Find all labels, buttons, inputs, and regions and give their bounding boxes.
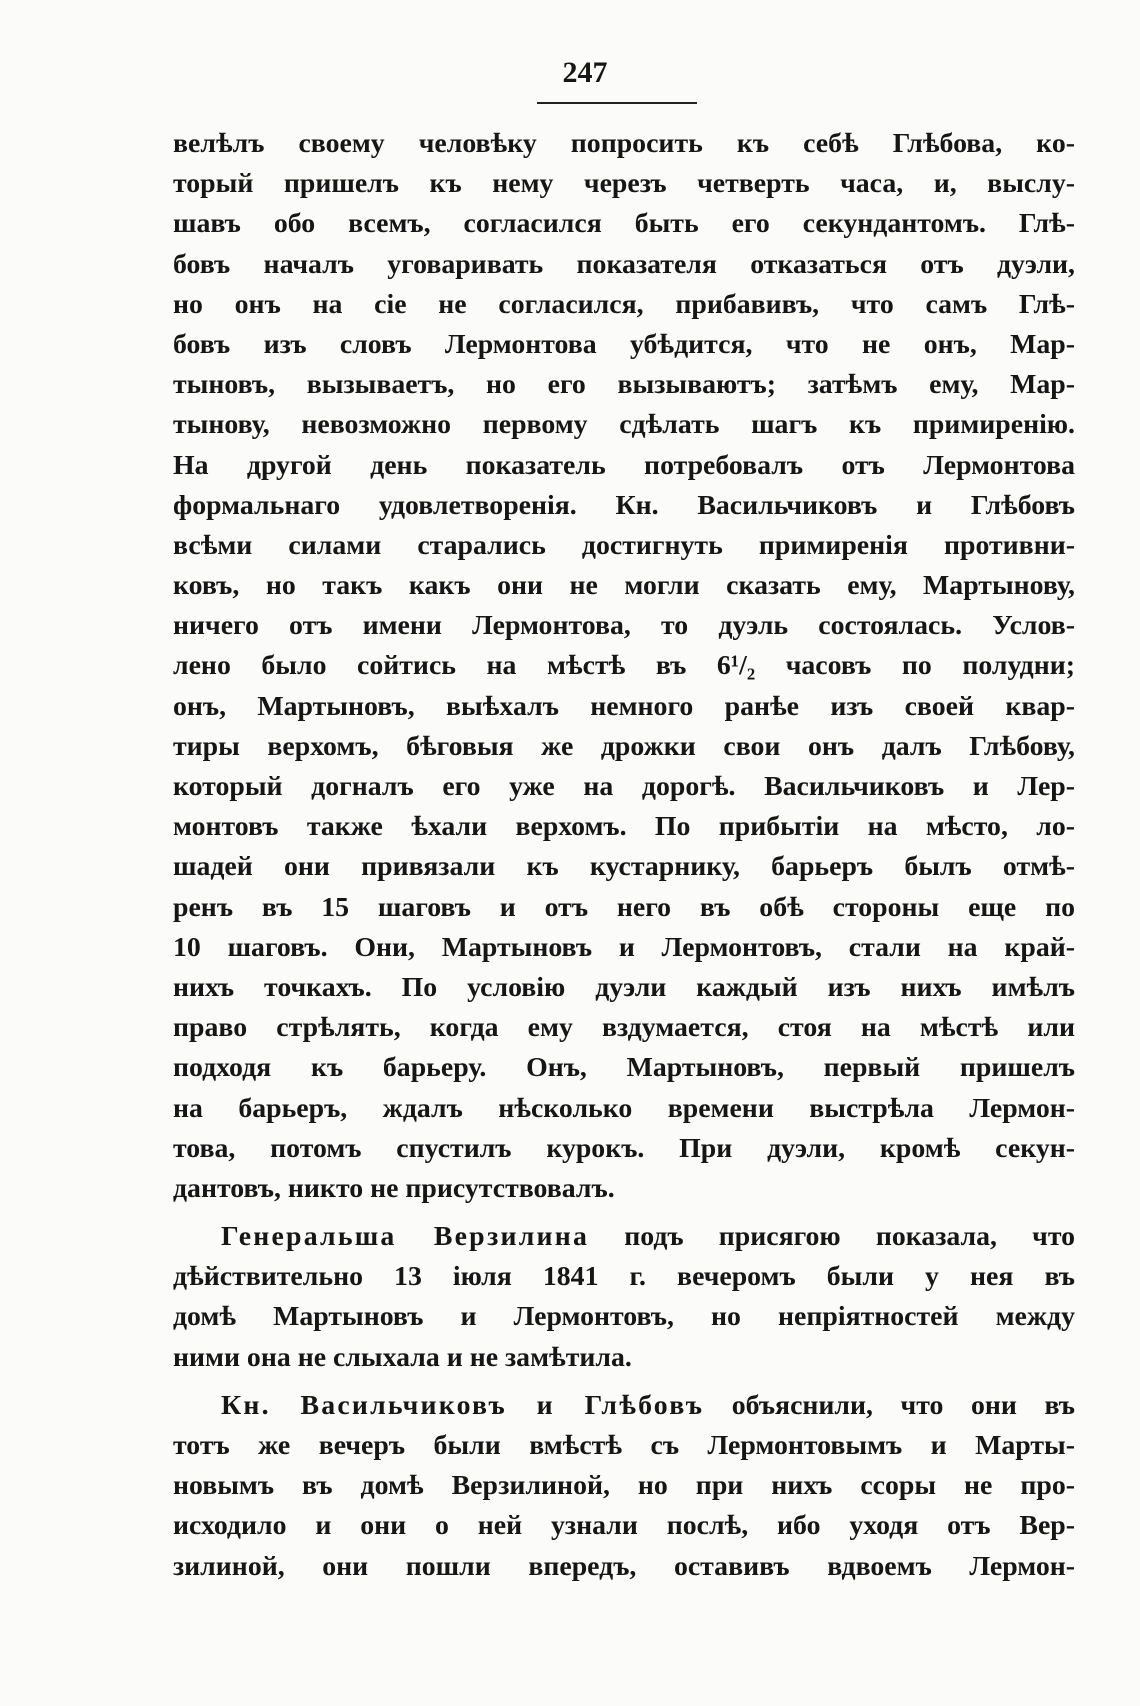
text-line: торый пришелъ къ нему черезъ четверть часа, и, выслу- [173, 168, 1075, 200]
page-number: 247 [562, 56, 608, 89]
text-line: но онъ на сіе не согласился, прибавивъ, что самъ Глѣ- [173, 288, 1075, 320]
text-line: подходя къ барьеру. Онъ, Мартыновъ, первый пришелъ [173, 1052, 1075, 1084]
text-line: новымъ въ домѣ Верзилиной, но при нихъ ссоры не про- [173, 1470, 1075, 1502]
text-line: На другой день показатель потребовалъ отъ Лермонтова [173, 449, 1075, 481]
text-line: на барьеръ, ждалъ нѣсколько времени выстрѣла Лермон- [173, 1092, 1075, 1124]
text-line: исходило и они о ней узнали послѣ, ибо уходя отъ Вер- [173, 1510, 1075, 1542]
text-line: лено было сойтись на мѣстѣ въ 6¹/₂ часовъ по полудни; [173, 650, 1075, 682]
text-line: монтовъ также ѣхали верхомъ. По прибытіи на мѣсто, ло- [173, 811, 1075, 843]
text-line: тиры верхомъ, бѣговыя же дрожки свои онъ далъ Глѣбову, [173, 730, 1075, 762]
paragraph-1 [173, 124, 1075, 1209]
text-line [173, 1386, 1075, 1426]
text-line: тотъ же вечеръ были вмѣстѣ съ Лермонтовымъ и Марты- [173, 1430, 1075, 1461]
page-number-rule [537, 102, 697, 104]
text-line: ренъ въ 15 шаговъ и отъ него въ обѣ стороны еще по [173, 891, 1075, 923]
paragraph-2 [173, 1217, 1075, 1378]
text-line: нихъ точкахъ. По условію дуэли каждый изъ нихъ имѣлъ [173, 971, 1075, 1003]
text-line: ничего отъ имени Лермонтова, то дуэль состоялась. Услов- [173, 610, 1075, 642]
text-line: онъ, Мартыновъ, выѣхалъ немного ранѣе изъ своей квар- [173, 690, 1075, 722]
text-line: ними она не слыхала и не замѣтила. [173, 1341, 632, 1373]
text-line: бовъ изъ словъ Лермонтова убѣдится, что не онъ, Мар- [173, 328, 1075, 360]
text-line: который догналъ его уже на дорогѣ. Васильчиковъ и Лер- [173, 771, 1075, 802]
text-line: формальнаго удовлетворенія. Кн. Васильчиковъ и Глѣбовъ [173, 489, 1075, 521]
text-line: ковъ, но такъ какъ они не могли сказать ему, Мартынову, [173, 570, 1075, 602]
text-line: зилиной, они пошли впередъ, оставивъ вдвоемъ Лермон- [173, 1550, 1075, 1582]
body-text [173, 124, 1075, 1587]
text-line: право стрѣлять, когда ему вздумается, стоя на мѣстѣ или [173, 1012, 1075, 1044]
text-line: бовъ началъ уговаривать показателя отказаться отъ дуэли, [173, 248, 1075, 280]
text-line: домѣ Мартыновъ и Лермонтовъ, но непріятностей между [173, 1301, 1075, 1333]
line-rest: объяснили, что они въ [704, 1389, 1075, 1421]
text-line: всѣми силами старались достигнуть примиренія противни- [173, 529, 1075, 561]
text-line: дантовъ, никто не присутствовалъ. [173, 1172, 615, 1204]
text-line [173, 1217, 1075, 1257]
text-line: велѣлъ своему человѣку попросить къ себѣ Глѣбова, ко- [173, 128, 1075, 159]
text-line: шадей они привязали къ кустарнику, барьеръ былъ отмѣ- [173, 851, 1075, 883]
paragraph-3 [173, 1386, 1075, 1587]
line-rest: подъ присягою показала, что [589, 1221, 1076, 1253]
spaced-name: Кн. Васильчиковъ и Глѣбовъ [221, 1389, 705, 1421]
text-line: тыновъ, вызываетъ, но его вызываютъ; затѣмъ ему, Мар- [173, 369, 1075, 401]
spaced-name: Генеральша Верзилина [221, 1221, 590, 1253]
text-line: това, потомъ спустилъ курокъ. При дуэли, кромѣ секун- [173, 1132, 1075, 1164]
text-line: дѣйствительно 13 іюля 1841 г. вечеромъ были у нея въ [173, 1261, 1075, 1293]
text-line: шавъ обо всемъ, согласился быть его секундантомъ. Глѣ- [173, 208, 1075, 240]
text-line: тынову, невозможно первому сдѣлать шагъ къ примиренію. [173, 409, 1075, 441]
text-line: 10 шаговъ. Они, Мартыновъ и Лермонтовъ, стали на край- [173, 931, 1075, 963]
